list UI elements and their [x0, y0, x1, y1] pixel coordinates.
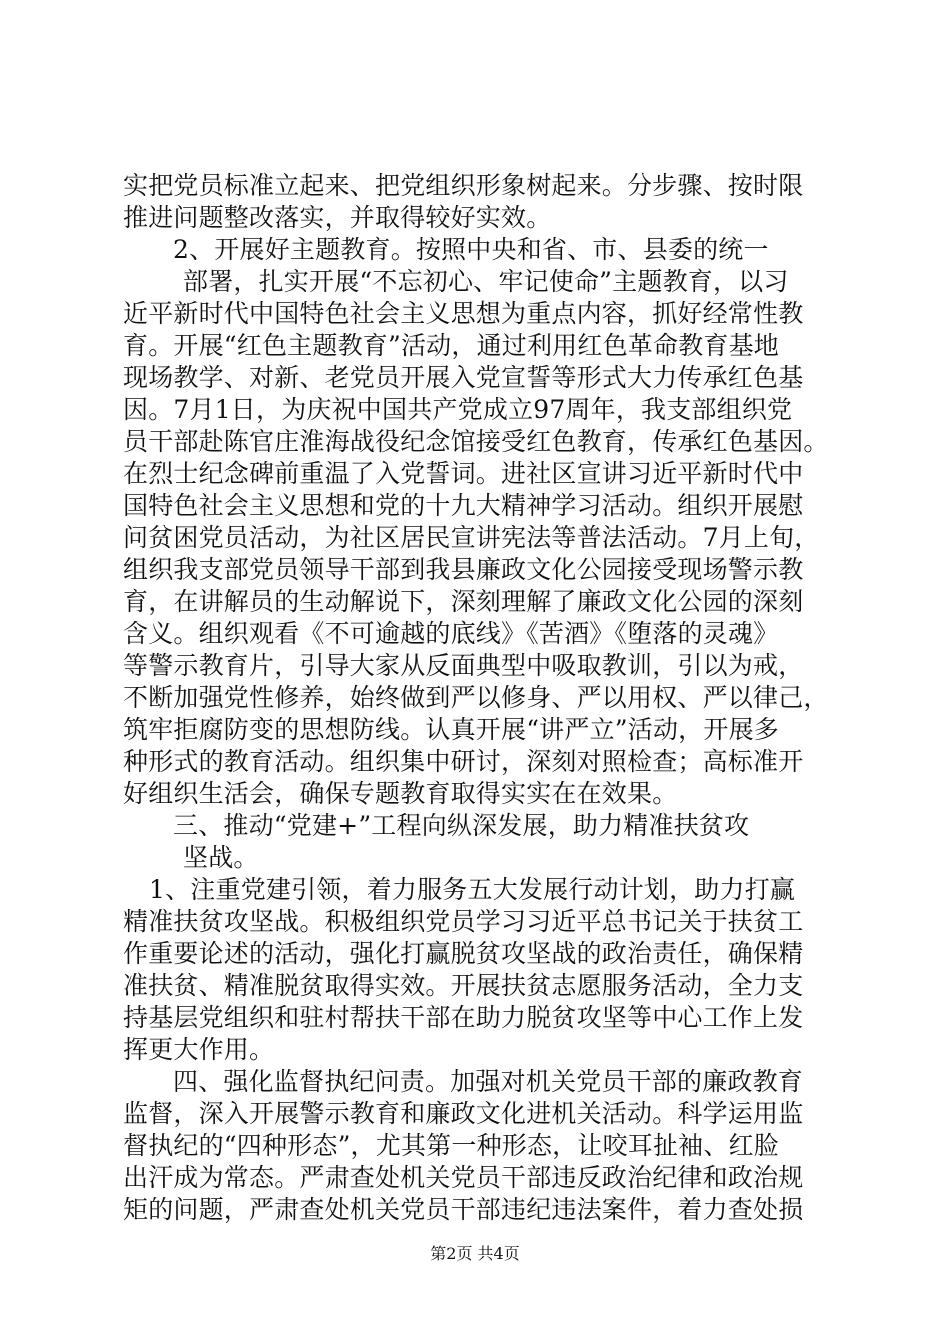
text-line: 监督，深入开展警示教育和廉政文化进机关活动。科学运用监: [123, 1099, 804, 1128]
text-line: 实把党员标准立起来、把党组织形象树起来。分步骤、按时限: [123, 171, 804, 200]
text-line: 种形式的教育活动。组织集中研讨，深刻对照检查；高标准开: [123, 747, 804, 776]
text-line: 含义。组织观看《不可逾越的底线》《苦酒》《堕落的灵魂》: [123, 619, 779, 648]
text-line: 国特色社会主义思想和党的十九大精神学习活动。组织开展慰: [123, 491, 804, 520]
section-heading: 坚战。: [183, 843, 259, 872]
text-line: 精准扶贫攻坚战。积极组织党员学习习近平总书记关于扶贫工: [123, 907, 804, 936]
text-line: 近平新时代中国特色社会主义思想为重点内容，抓好经常性教: [123, 299, 804, 328]
text-line: 出汗成为常态。严肃查处机关党员干部违反政治纪律和政治规: [123, 1163, 804, 1192]
text-line: 持基层党组织和驻村帮扶干部在助力脱贫攻坚等中心工作上发: [123, 1003, 804, 1032]
page-footer: [0, 1244, 950, 1264]
text-line: 不断加强党性修养，始终做到严以修身、严以用权、严以律己，: [123, 683, 829, 712]
text-line: 筑牢拒腐防变的思想防线。认真开展“讲严立”活动，开展多: [123, 715, 779, 744]
text-line: 等警示教育片，引导大家从反面典型中吸取教训，引以为戒，: [123, 651, 804, 680]
section-heading: 四、强化监督执纪问责。加强对机关党员干部的廉政教育: [173, 1067, 804, 1096]
text-line: 员干部赴陈官庄淮海战役纪念馆接受红色教育，传承红色基因。: [123, 427, 829, 456]
section-heading: 三、推动“党建+”工程向纵深发展，助力精准扶贫攻: [173, 811, 750, 840]
text-line: 因。7月1日，为庆祝中国共产党成立97周年，我支部组织党: [123, 395, 793, 424]
text-line: 好组织生活会，确保专题教育取得实实在在效果。: [123, 779, 678, 808]
text-line: 督执纪的“四种形态”，尤其第一种形态，让咬耳扯袖、红脸: [123, 1131, 779, 1160]
text-line: 在烈士纪念碑前重温了入党誓词。进社区宣讲习近平新时代中: [123, 459, 804, 488]
text-line: 矩的问题，严肃查处机关党员干部违纪违法案件，着力查处损: [123, 1195, 804, 1224]
section-heading: 2、开展好主题教育。按照中央和省、市、县委的统一: [173, 235, 769, 264]
text-line: 推进问题整改落实，并取得较好实效。: [123, 203, 552, 232]
text-line: 组织我支部党员领导干部到我县廉政文化公园接受现场警示教: [123, 555, 804, 584]
text-line: 1、注重党建引领，着力服务五大发展行动计划，助力打赢: [149, 875, 796, 904]
text-line: 部署，扎实开展“不忘初心、牢记使命”主题教育，以习: [183, 267, 789, 296]
page-number-indicator: 第2页 共4页: [430, 1244, 520, 1263]
text-line: 育，在讲解员的生动解说下，深刻理解了廉政文化公园的深刻: [123, 587, 804, 616]
document-body: [123, 170, 839, 1226]
text-line: 育。开展“红色主题教育”活动，通过利用红色革命教育基地: [123, 331, 779, 360]
text-line: 现场教学、对新、老党员开展入党宣誓等形式大力传承红色基: [123, 363, 804, 392]
text-line: 准扶贫、精准脱贫取得实效。开展扶贫志愿服务活动，全力支: [123, 971, 804, 1000]
text-line: 作重要论述的活动，强化打赢脱贫攻坚战的政治责任，确保精: [123, 939, 804, 968]
text-line: 挥更大作用。: [123, 1035, 275, 1064]
text-line: 问贫困党员活动，为社区居民宣讲宪法等普法活动。7月上旬，: [123, 523, 820, 552]
